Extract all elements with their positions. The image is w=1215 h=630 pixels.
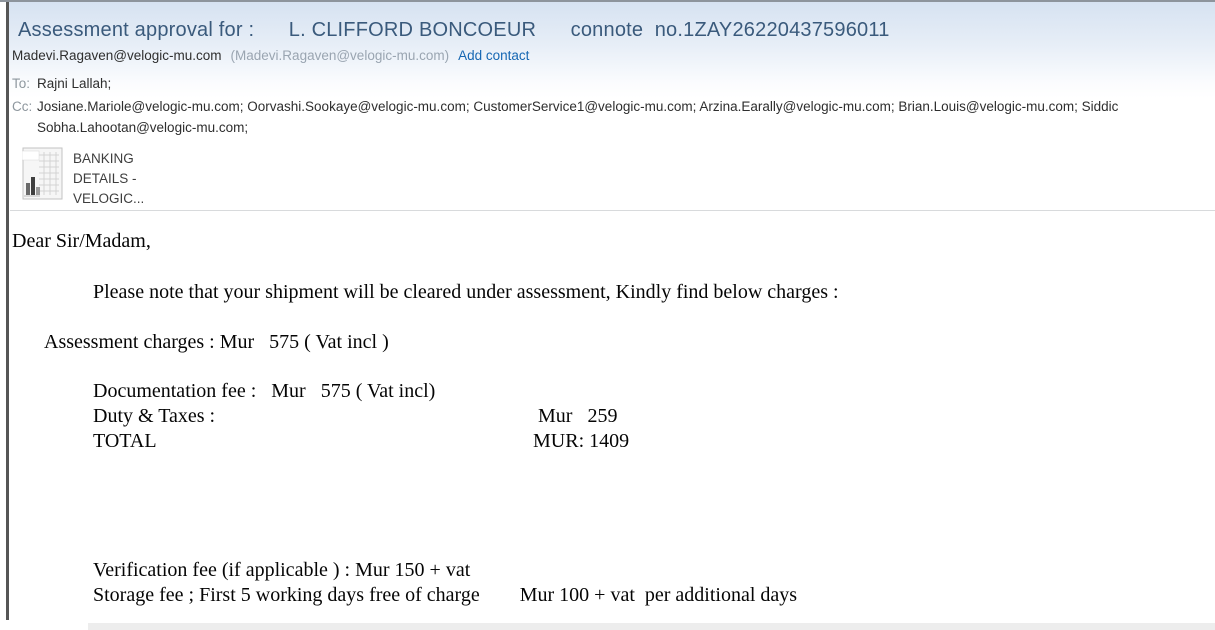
verification-fee-line: Verification fee (if applicable ) : Mur 150 + vat	[93, 559, 471, 581]
window-top-border	[0, 0, 1215, 2]
attachment-divider	[10, 210, 1215, 211]
assessment-charges-line: Assessment charges : Mur 575 ( Vat incl )	[44, 331, 389, 353]
from-line	[12, 48, 529, 63]
total-value: MUR: 1409	[533, 430, 630, 452]
duty-taxes-value: Mur 259	[538, 405, 618, 427]
cc-recipients-line1: Josiane.Mariole@velogic-mu.com; Oorvashi.Sookaye@velogic-mu.com; CustomerService1@velogic-mu.com; Arzina.Earally@velogic-mu.com; Brian.Louis@velogic-mu.com; Siddic	[37, 99, 1119, 114]
attachment-item[interactable]	[22, 147, 144, 209]
duty-taxes-label: Duty & Taxes :	[93, 405, 216, 427]
window-left-border	[6, 2, 9, 620]
add-contact-link[interactable]: Add contact	[458, 48, 530, 63]
storage-fee-line: Storage fee ; First 5 working days free of charge Mur 100 + vat per additional days	[93, 584, 798, 606]
documentation-fee-line: Documentation fee : Mur 575 ( Vat incl)	[93, 380, 436, 402]
cc-label: Cc:	[12, 99, 33, 114]
bottom-edge-strip	[88, 623, 1215, 630]
intro-text: Please note that your shipment will be cleared under assessment, Kindly find below charges :	[93, 281, 839, 303]
spreadsheet-document-icon	[22, 147, 63, 209]
sender-email: Madevi.Ragaven@velogic-mu.com	[12, 48, 222, 63]
greeting-text: Dear Sir/Madam,	[12, 230, 151, 252]
to-label: To:	[12, 76, 31, 91]
to-recipient: Rajni Lallah;	[37, 76, 112, 91]
sender-email-secondary: (Madevi.Ragaven@velogic-mu.com)	[230, 48, 450, 63]
total-label: TOTAL	[93, 430, 157, 452]
attachment-filename: BANKING DETAILS - VELOGIC...	[73, 151, 145, 206]
email-subject: Assessment approval for : L. CLIFFORD BONCOEUR connote no.1ZAY26220437596011	[18, 19, 890, 41]
cc-recipients-line2: Sobha.Lahootan@velogic-mu.com;	[37, 120, 249, 135]
